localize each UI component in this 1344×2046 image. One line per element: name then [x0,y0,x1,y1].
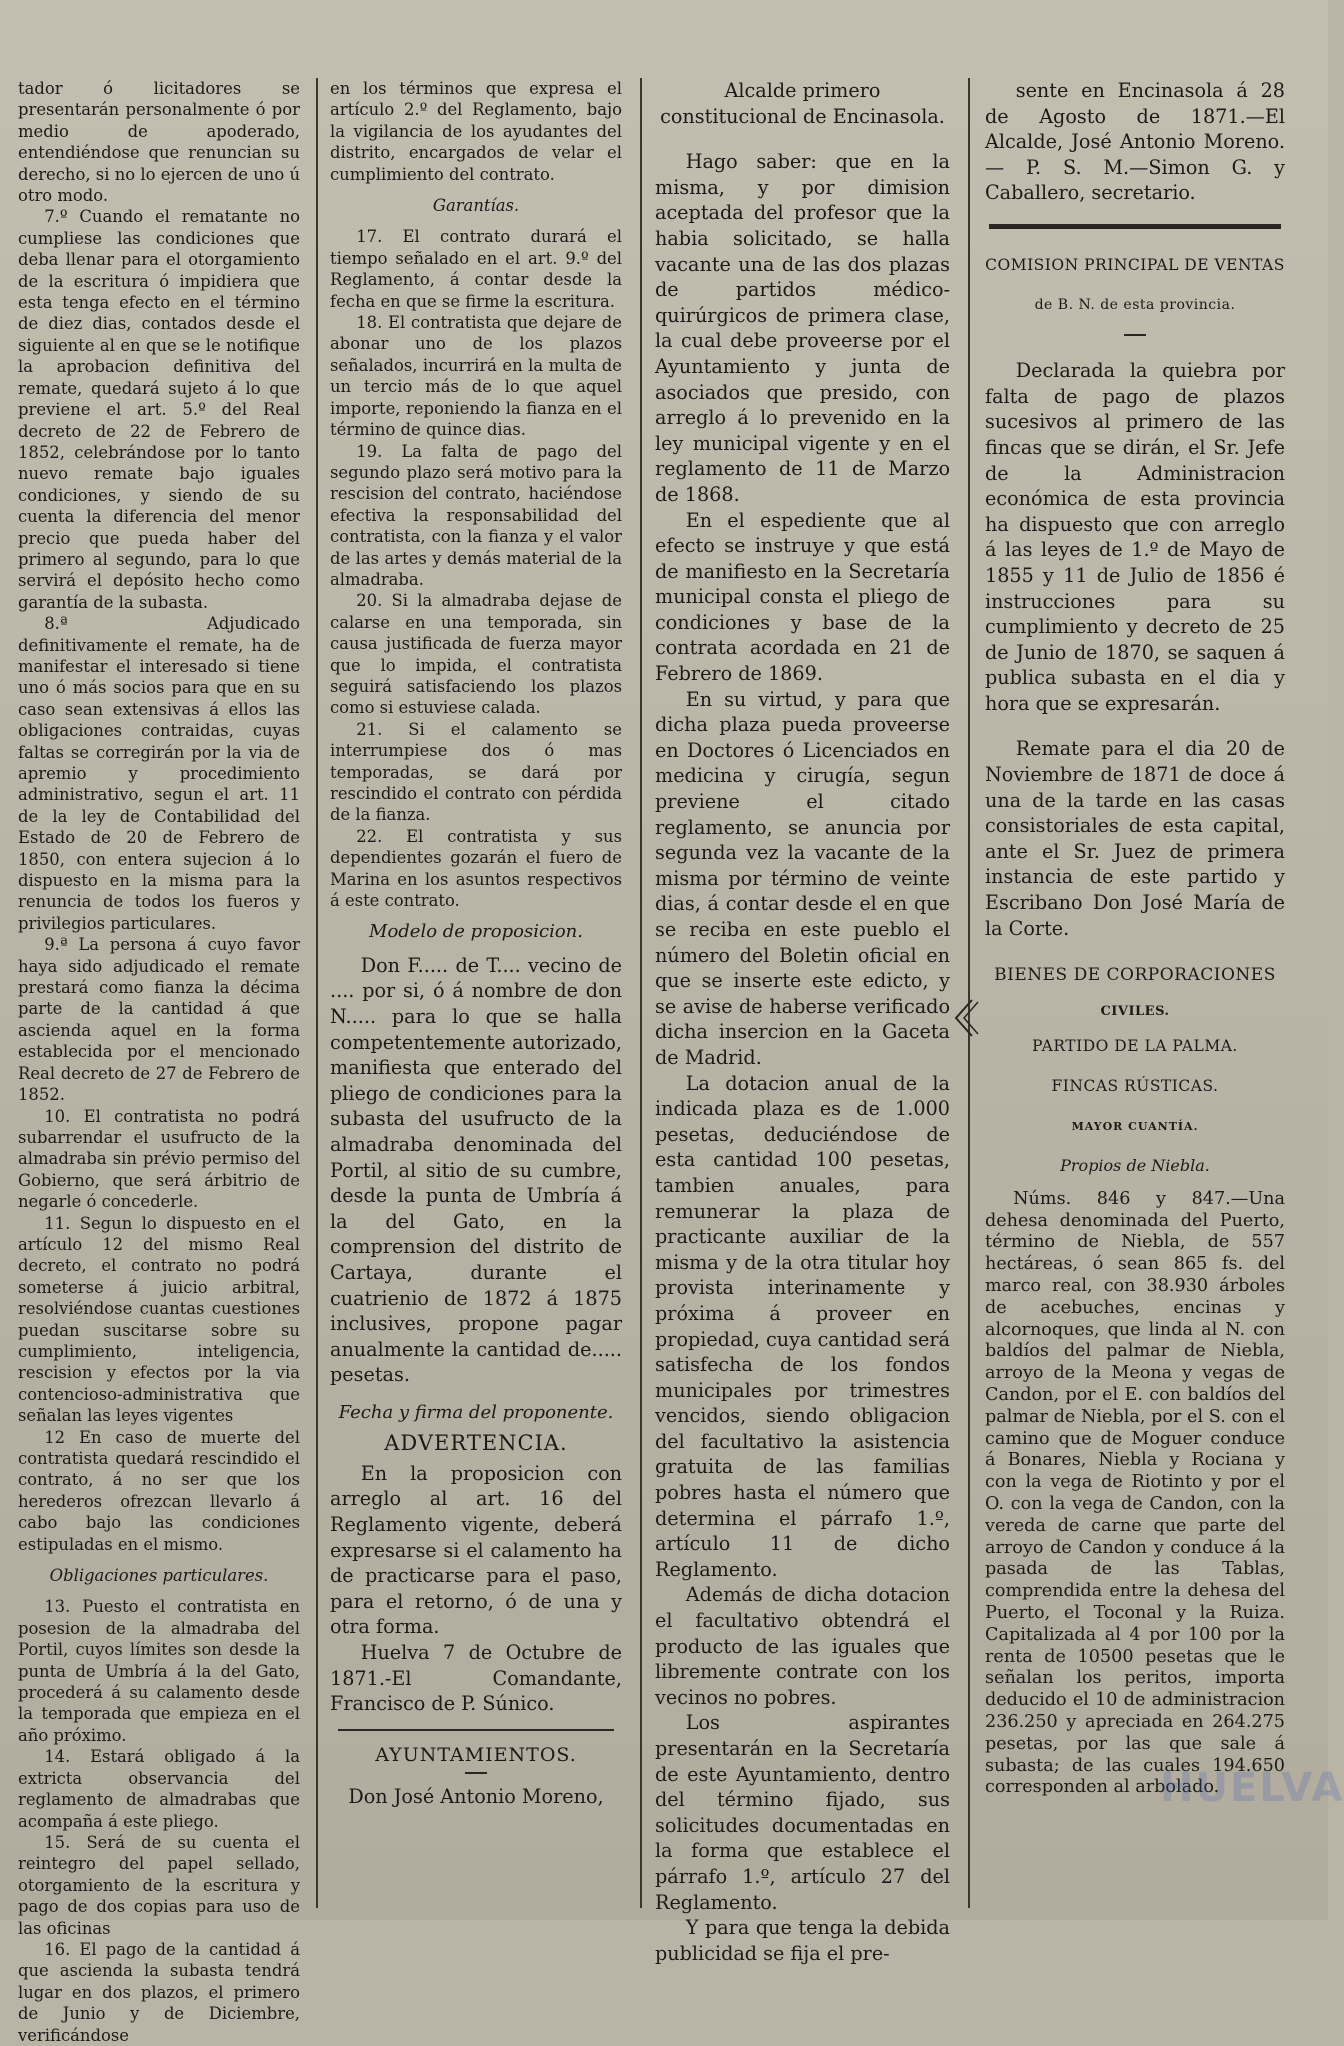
dateline-signature: Huelva 7 de Octubre de 1871.-El Comandante, Francisco de P. Súnico. [330,1640,622,1716]
clause-11: 11. Segun lo dispuesto en el artículo 12 del mismo Real decreto, el contrato no podrá someterse á juicio arbitral, resolviéndose cuantas cuestiones puedan suscitarse sobre su cumplimiento, inteligencia, rescision y efectos por la via contencioso-administrativa que señalan las leyes vigentes [18,1213,300,1426]
clause-19: 19. La falta de pago del segundo plazo será motivo para la rescision del contrato, haciéndose efectiva la responsabilidad del contratista, con la fianza y el valor de las artes y demás material de la almadraba. [330,441,622,589]
column-4 [985,78,1285,1908]
clause-21: 21. Si el calamento se interrumpiese dos ó mas temporadas, se dará por rescindido el contrato con pérdida de la fianza. [330,719,622,825]
column-2 [330,78,622,1908]
edict-paragraph: En el espediente que al efecto se instruye y que está de manifiesto en la Secretaría municipal consta el pliego de condiciones y base de la contrata acordada en 21 de Febrero de 1869. [655,508,950,686]
edict-closing: sente en Encinasola á 28 de Agosto de 1871.—El Alcalde, José Antonio Moreno.— P. S. M.—Simon G. y Caballero, secretario. [985,79,1285,205]
column-divider [968,78,970,1908]
auction-notice: Remate para el dia 20 de Noviembre de 1871 de doce á una de la tarde en las casas consistoriales de esta capital, ante el Sr. Juez de primera instancia de este partido y Escribano Don José María de la Corte. [985,737,1285,940]
proposal-model: Don F..... de T.... vecino de .... por si, ó á nombre de don N..... para lo que se halla competentemente autorizado, manifiesta que enterado del pliego de condiciones para la subasta del usufructo de la almadraba denominada del Portil, al sitio de su cumbre, desde la punta de Umbría á la del Gato, en la comprension del distrito de Cartaya, durante el cuatrienio de 1872 á 1875 inclusives, propone pagar anualmente la cantidad de..... pesetas. [330,953,622,1387]
column-3 [655,78,950,1965]
edict-paragraph: Además de dicha dotacion el facultativo obtendrá el producto de las iguales que libremente contrate con los vecinos no pobres. [655,1583,950,1709]
clause-12: 12 En caso de muerte del contratista quedará rescindido el contrato, á no ser que los herederos ofrezcan llevarlo á cabo bajo las condiciones estipuladas en el mismo. [18,1427,300,1554]
column-divider [640,78,642,1908]
section-rule [989,224,1281,229]
assets-heading: BIENES DE CORPORACIONES [994,965,1276,986]
properties-heading: FINCAS RÚSTICAS. [1051,1077,1219,1095]
clause-20: 20. Si la almadraba dejase de calarse en una temporada, sin causa justificada de fuerza mayor que lo impida, el contratista seguirá satisfaciendo los plazos como si estuviese calada. [330,591,622,718]
property-description: Núms. 846 y 847.—Una dehesa denominada del Puerto, término de Niebla, de 557 hectáreas, ó sean 865 fs. del marco real, con 38.930 árboles de acebuches, encinas y alcornoques, que linda al N. con baldíos del palmar de Niebla, arroyo de la Meona y vegas de Candon, por el E. con baldíos del palmar de Niebla, por el S. con el camino que de Moguer conduce á Bonares, Niebla y Rociana y con la vega de Riotinto y por el O. con la vega de Candon, con la vereda de carne que parte del arroyo de Candon y conduce á la pasada de las Tablas, comprendida entre la dehesa del Puerto, el Toconal y la Ruiza. Capitalizada al 4 por 100 por la renta de 10500 pesetas que le señalan los peritos, importa deducido el 10 de administracion 236.250 y apreciada en 264.275 pesetas, por las que sale á subasta; de las cuales 194.650 corresponden al arbolado. [985,1188,1285,1798]
commission-subheading: de B. N. de esta provincia. [1034,296,1236,313]
clause-16: 16. El pago de la cantidad á que ascienda la subasta tendrá lugar en dos plazos, el primero de Junio y de Diciembre, verificándose [18,1939,300,2045]
dash-separator [1124,334,1146,336]
section-subtitle: Modelo de proposicion. [369,921,583,943]
section-subtitle: Obligaciones particulares. [49,1566,269,1586]
section-subtitle: Garantías. [432,196,520,216]
mayor-title: Alcalde primero constitucional de Encinasola. [660,79,945,128]
category-heading: MAYOR CUANTÍA. [1071,1119,1199,1133]
clause-22: 22. El contratista y sus dependientes gozarán el fuero de Marina en los asuntos respectivos á este contrato. [330,826,622,911]
clause-10: 10. El contratista no podrá subarrendar el usufructo de la almadraba sin prévio permiso del Gobierno, que será árbitrio de negarle ó concederle. [18,1106,300,1212]
clause-15: 15. Será de su cuenta el reintegro del papel sellado, otorgamiento de la escritura y pago de dos copias para uso de las oficinas [18,1832,300,1938]
mayor-name: Don José Antonio Moreno, [348,1785,604,1809]
assets-subheading: CIVILES. [1100,1003,1170,1019]
edict-paragraph: Y para que tenga la debida publicidad se fija el pre- [655,1916,950,1965]
column-divider [316,78,318,1908]
section-rule [338,1729,614,1731]
advertencia-text: En la proposicion con arreglo al art. 16 del Reglamento vigente, deberá expresarse si el calamento ha de practicarse para el paso, para el retorno, ó de una y otra forma. [330,1461,622,1639]
column-1 [18,78,300,2045]
ayuntamientos-heading: AYUNTAMIENTOS. [375,1743,577,1766]
advertencia-heading: ADVERTENCIA. [384,1431,568,1456]
clause-14: 14. Estará obligado á la extricta observancia del reglamento de almadrabas que acompaña á este pliego. [18,1747,300,1831]
edict-paragraph: Los aspirantes presentarán en la Secretaría de este Ayuntamiento, dentro del término fijado, sus solicitudes documentadas en la forma que establece el párrafo 1.º, artículo 27 del Reglamento. [655,1711,950,1914]
owner-subtitle: Propios de Niebla. [1060,1156,1210,1176]
clause-18: 18. El contratista que dejare de abonar uno de los plazos señalados, incurrirá en la multa de un tercio más de lo que aquel importe, reponiendo la fianza en el término de quince dias. [330,313,622,440]
clause-17: 17. El contrato durará el tiempo señalado en el art. 9.º del Reglamento, á contar desde la fecha en que se firme la escritura. [330,227,622,311]
edict-paragraph: En su virtud, y para que dicha plaza pueda proveerse en Doctores ó Licenciados en medicina y cirugía, segun previene el citado reglamento, se anuncia por segunda vez la vacante de la misma por término de veinte dias, á contar desde el en que se reciba en este pueblo el número del Boletin oficial en que se inserte este edicto, y se avise de haberse verificado dicha insercion en la Gaceta de Madrid. [655,687,950,1069]
clause-9: 9.ª La persona á cuyo favor haya sido adjudicado el remate prestará como fianza la décima parte de la cantidad á que ascienda aquel en la forma establecida por el mencionado Real decreto de 27 de Febrero de 1852. [18,935,300,1105]
clause-13: 13. Puesto el contratista en posesion de la almadraba del Portil, cuyos límites son desde la punta de Umbría á la del Gato, procederá á su calamento desde la temporada que empieza en el año próximo. [18,1597,300,1745]
commission-heading: COMISION PRINCIPAL DE VENTAS [985,255,1285,274]
edict-paragraph: La dotacion anual de la indicada plaza es de 1.000 pesetas, deduciéndose de esta cantidad 100 pesetas, tambien anuales, para remunerar la plaza de practicante auxiliar de la misma y de la otra titular hoy provista interinamente y próxima á proveer en propiedad, cuya cantidad será satisfecha de los fondos municipales por trimestres vencidos, siendo obligacion del facultativo la asistencia gratuita de las familias pobres hasta el número que determina el párrafo 1.º, artículo 11 de dicho Reglamento. [655,1071,950,1581]
bracket-mark-icon [950,998,980,1038]
edict-paragraph: Hago saber: que en la misma, y por dimision aceptada del profesor que la habia solicitado, se halla vacante una de las dos plazas de partidos médico-quirúrgicos de primera clase, la cual debe proveerse por el Ayuntamiento y junta de asociados que presido, con arreglo á lo prevenido en la ley municipal vigente y en el reglamento de 11 de Marzo de 1868. [655,150,950,506]
col2-paragraph: en los términos que expresa el artículo 2.º del Reglamento, bajo la vigilancia de los ayudantes del distrito, encargados de velar el cumplimiento del contrato. [330,79,622,184]
sale-notice: Declarada la quiebra por falta de pago de plazos sucesivos al primero de las fincas que se dirán, el Sr. Jefe de la Administracion económica de esta provincia ha dispuesto que con arreglo á las leyes de 1.º de Mayo de 1855 y 11 de Julio de 1856 é instrucciones para su cumplimiento y decreto de 25 de Junio de 1870, se saquen á publica subasta en el dia y hora que se expresarán. [985,359,1285,715]
dash-separator [465,1772,487,1774]
col1-paragraph: tador ó licitadores se presentarán personalmente ó por medio de apoderado, entendiéndose que renuncian su derecho, si no lo ejercen de uno ú otro modo. [18,79,300,206]
clause-7: 7.º Cuando el rematante no cumpliese las condiciones que deba llenar para el otorgamiento de la escritura ó impidiera que esta tenga efecto en el término de diez dias, contados desde el siguiente al en que se le notifique la aprobacion definitiva del remate, quedará sujeto á lo que previene el art. 5.º del Real decreto de 22 de Febrero de 1852, celebrándose por lo tanto nuevo remate bajo iguales condiciones, y siendo de su cuenta la diferencia del menor precio que pueda haber del primero al segundo, para lo que servirá el depósito hecho como garantía de la subasta. [18,207,300,612]
district-heading: PARTIDO DE LA PALMA. [1032,1037,1238,1056]
proposal-signature-note: Fecha y firma del proponente. [338,1401,614,1423]
watermark: HUELVA [1160,1765,1344,1811]
clause-8: 8.ª Adjudicado definitivamente el remate, ha de manifestar el interesado si tiene uno ó más socios para que en su caso sean extensivas á ellos las obligaciones contraidas, cuyas faltas se corregirán por la via de apremio y procedimiento administrativo, segun el art. 11 de la ley de Contabilidad del Estado de 20 de Febrero de 1850, con entera sujecion á lo dispuesto en la misma para la renuncia de todos los fueros y privilegios particulares. [18,614,300,933]
